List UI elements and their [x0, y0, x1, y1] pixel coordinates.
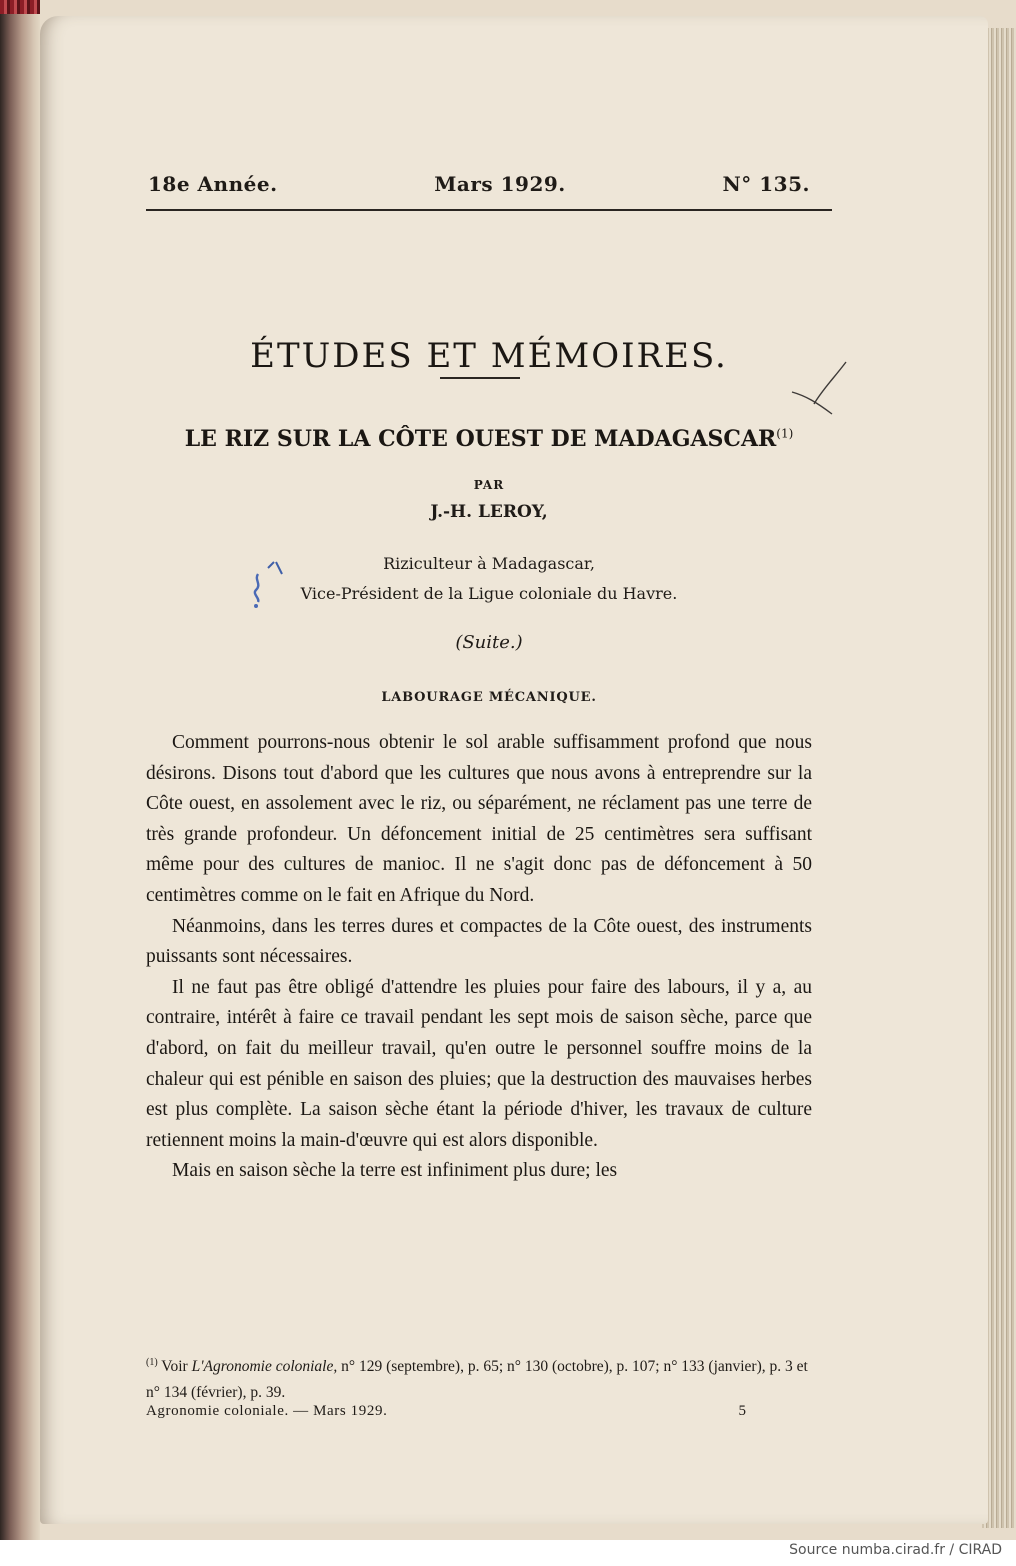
issue-date: Mars 1929.	[434, 172, 566, 196]
library-stamp-mark	[246, 560, 286, 610]
author-role-2: Vice-Président de la Ligue coloniale du Havre.	[300, 584, 678, 603]
paragraph-2: Néanmoins, dans les terres dures et compactes de la Côte ouest, des instruments puissants sont nécessaires.	[146, 915, 812, 968]
running-header	[148, 172, 810, 196]
source-credit: Source numba.cirad.fr / CIRAD	[789, 1542, 1002, 1558]
footnote	[146, 1350, 812, 1406]
year-label: 18e Année.	[148, 172, 278, 196]
article-title-text: LE RIZ SUR LA CÔTE OUEST DE MADAGASCAR	[184, 426, 777, 452]
header-rule	[146, 209, 832, 211]
page-footer	[146, 1403, 746, 1420]
section-title: ÉTUDES ET MÉMOIRES.	[250, 336, 728, 376]
continued-label: (Suite.)	[455, 632, 523, 653]
author-name: J.-H. LEROY,	[430, 502, 548, 522]
book-binding	[0, 0, 40, 1540]
page-number: 5	[738, 1403, 746, 1419]
paragraph-4: Mais en saison sèche la terre est infiniment plus dure; les	[172, 1160, 618, 1182]
author-role-1: Riziculteur à Madagascar,	[383, 554, 595, 573]
footnote-text: n° 129 (septembre), p. 65; n° 130 (octobre), p. 107; n° 133 (janvier), p. 3 et n° 134 (février), p. 39.	[146, 1358, 808, 1402]
article-body	[146, 728, 812, 1187]
paragraph-1: Comment pourrons-nous obtenir le sol arable suffisamment profond que nous désirons. Disons tout d'abord que les cultures que nous avons à entreprendre sur la Côte ouest, en assolement avec le riz, ou séparément, ne réclament pas une terre de très grande profondeur. Un défoncement initial de 25 centimètres sera suffisant même pour des cultures de manioc. Il ne s'agit donc pas de défoncement à 50 centimètres comme on le fait en Afrique du Nord.	[146, 732, 812, 906]
footer-journal-date: Agronomie coloniale. — Mars 1929.	[146, 1403, 388, 1419]
by-label: PAR	[473, 478, 505, 492]
binding-headband	[0, 0, 40, 14]
title-rule	[440, 377, 520, 379]
footnote-prefix: Voir	[161, 1358, 192, 1376]
footnote-marker: (1)	[146, 1357, 158, 1368]
title-note-ref: (1)	[776, 426, 794, 441]
subsection-heading: LABOURAGE MÉCANIQUE.	[381, 690, 597, 705]
article-title	[146, 426, 832, 452]
pencil-cross-mark	[790, 356, 850, 426]
paragraph-3: Il ne faut pas être obligé d'attendre les pluies pour faire des labours, il y a, au contraire, intérêt à faire ce travail pendant les sept mois de saison sèche, parce que d'abord, on fait du meilleur travail, qu'en outre le personnel souffre moins de la chaleur qui est pénible en saison des pluies; que la destruction des mauvaises herbes est plus complète. La saison sèche étant la période d'hiver, les travaux de culture retiennent moins la main-d'œuvre qui est alors disponible.	[146, 976, 812, 1151]
issue-number: N° 135.	[722, 172, 810, 196]
footnote-journal: L'Agronomie coloniale,	[191, 1358, 338, 1376]
